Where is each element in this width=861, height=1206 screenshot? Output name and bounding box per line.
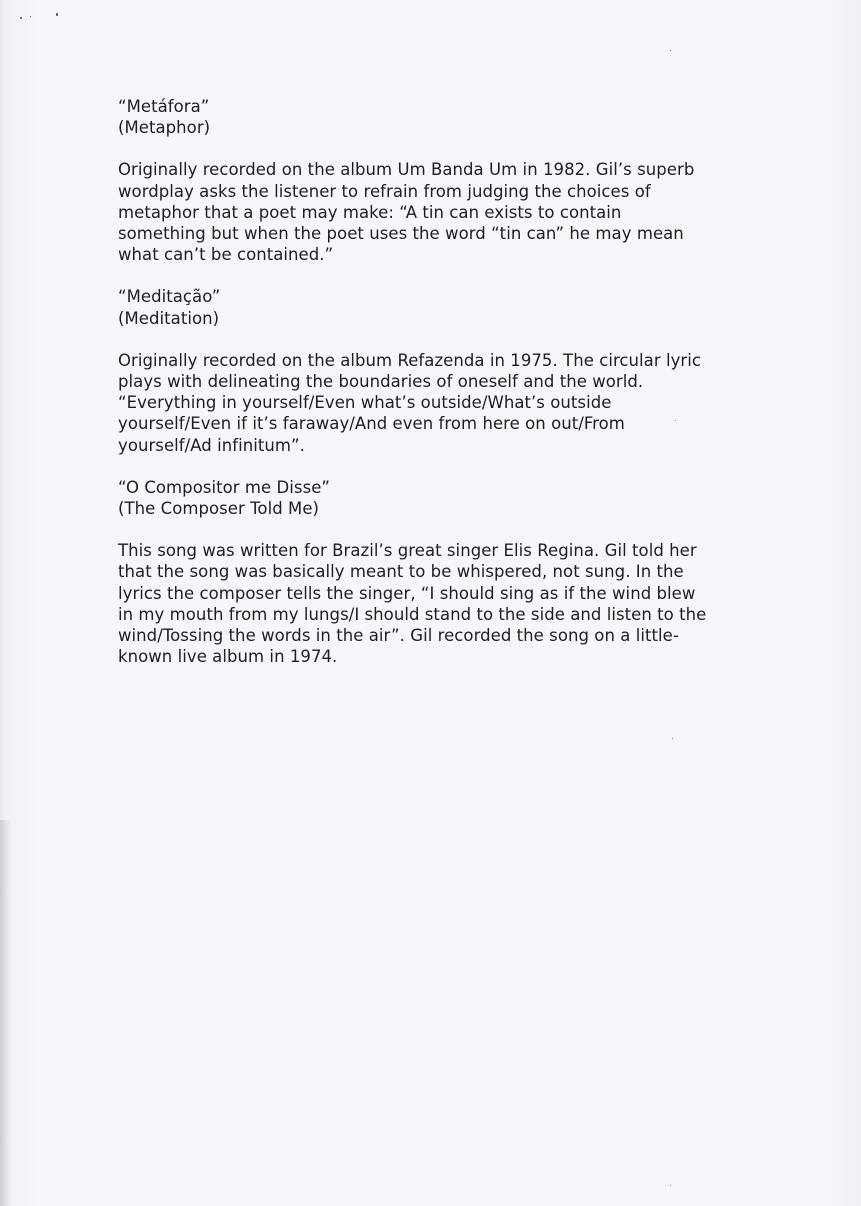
section-metafora-description xyxy=(118,159,758,265)
paragraph-line: metaphor that a poet may make: “A tin can exists to contain xyxy=(118,202,622,222)
scan-speck xyxy=(670,50,671,51)
scan-speck xyxy=(56,13,58,16)
paragraph-line: wordplay asks the listener to refrain from judging the choices of xyxy=(118,181,651,201)
paragraph-line: lyrics the composer tells the singer, “I should sing as if the wind blew xyxy=(118,583,696,603)
scan-speck xyxy=(670,1185,671,1186)
paragraph-line: something but when the poet uses the word “tin can” he may mean xyxy=(118,224,684,244)
song-title: “Metáfora” xyxy=(118,97,210,116)
song-title: “O Compositor me Disse” xyxy=(118,477,331,497)
song-translation: (Meditation) xyxy=(118,308,220,328)
section-compositor-heading xyxy=(118,477,758,519)
song-translation: (Metaphor) xyxy=(118,118,211,138)
paragraph-line: plays with delineating the boundaries of oneself and the world. xyxy=(118,372,644,392)
scan-speck xyxy=(20,17,22,19)
paragraph-line: wind/Tossing the words in the air”. Gil recorded the song on a little- xyxy=(118,626,679,646)
section-meditacao-heading xyxy=(118,286,758,328)
paragraph-line: what can’t be contained.” xyxy=(118,245,334,265)
section-metafora-heading xyxy=(118,96,758,138)
paragraph-line: This song was written for Brazil’s great singer Elis Regina. Gil told her xyxy=(118,541,697,561)
paragraph-line: known live album in 1974. xyxy=(118,647,338,667)
song-title: “Meditação” xyxy=(118,287,221,307)
paragraph-line: Originally recorded on the album Um Banda Um in 1982. Gil’s superb xyxy=(118,160,695,180)
paragraph-line: in my mouth from my lungs/I should stand to the side and listen to the xyxy=(118,604,707,624)
section-meditacao-description xyxy=(118,350,758,456)
paragraph-line: yourself/Even if it’s faraway/And even from here on out/From xyxy=(118,414,625,434)
song-translation: (The Composer Told Me) xyxy=(118,499,320,519)
scan-speck xyxy=(30,16,31,17)
section-compositor-description xyxy=(118,540,758,667)
paragraph-line: that the song was basically meant to be whispered, not sung. In the xyxy=(118,562,684,582)
paragraph-line: yourself/Ad infinitum”. xyxy=(118,435,305,455)
paragraph-line: Originally recorded on the album Refazenda in 1975. The circular lyric xyxy=(118,350,702,370)
paragraph-line: “Everything in yourself/Even what’s outside/What’s outside xyxy=(118,393,612,413)
page-edge-shadow xyxy=(0,820,12,1206)
scan-speck xyxy=(672,738,673,739)
document-body xyxy=(118,96,758,688)
